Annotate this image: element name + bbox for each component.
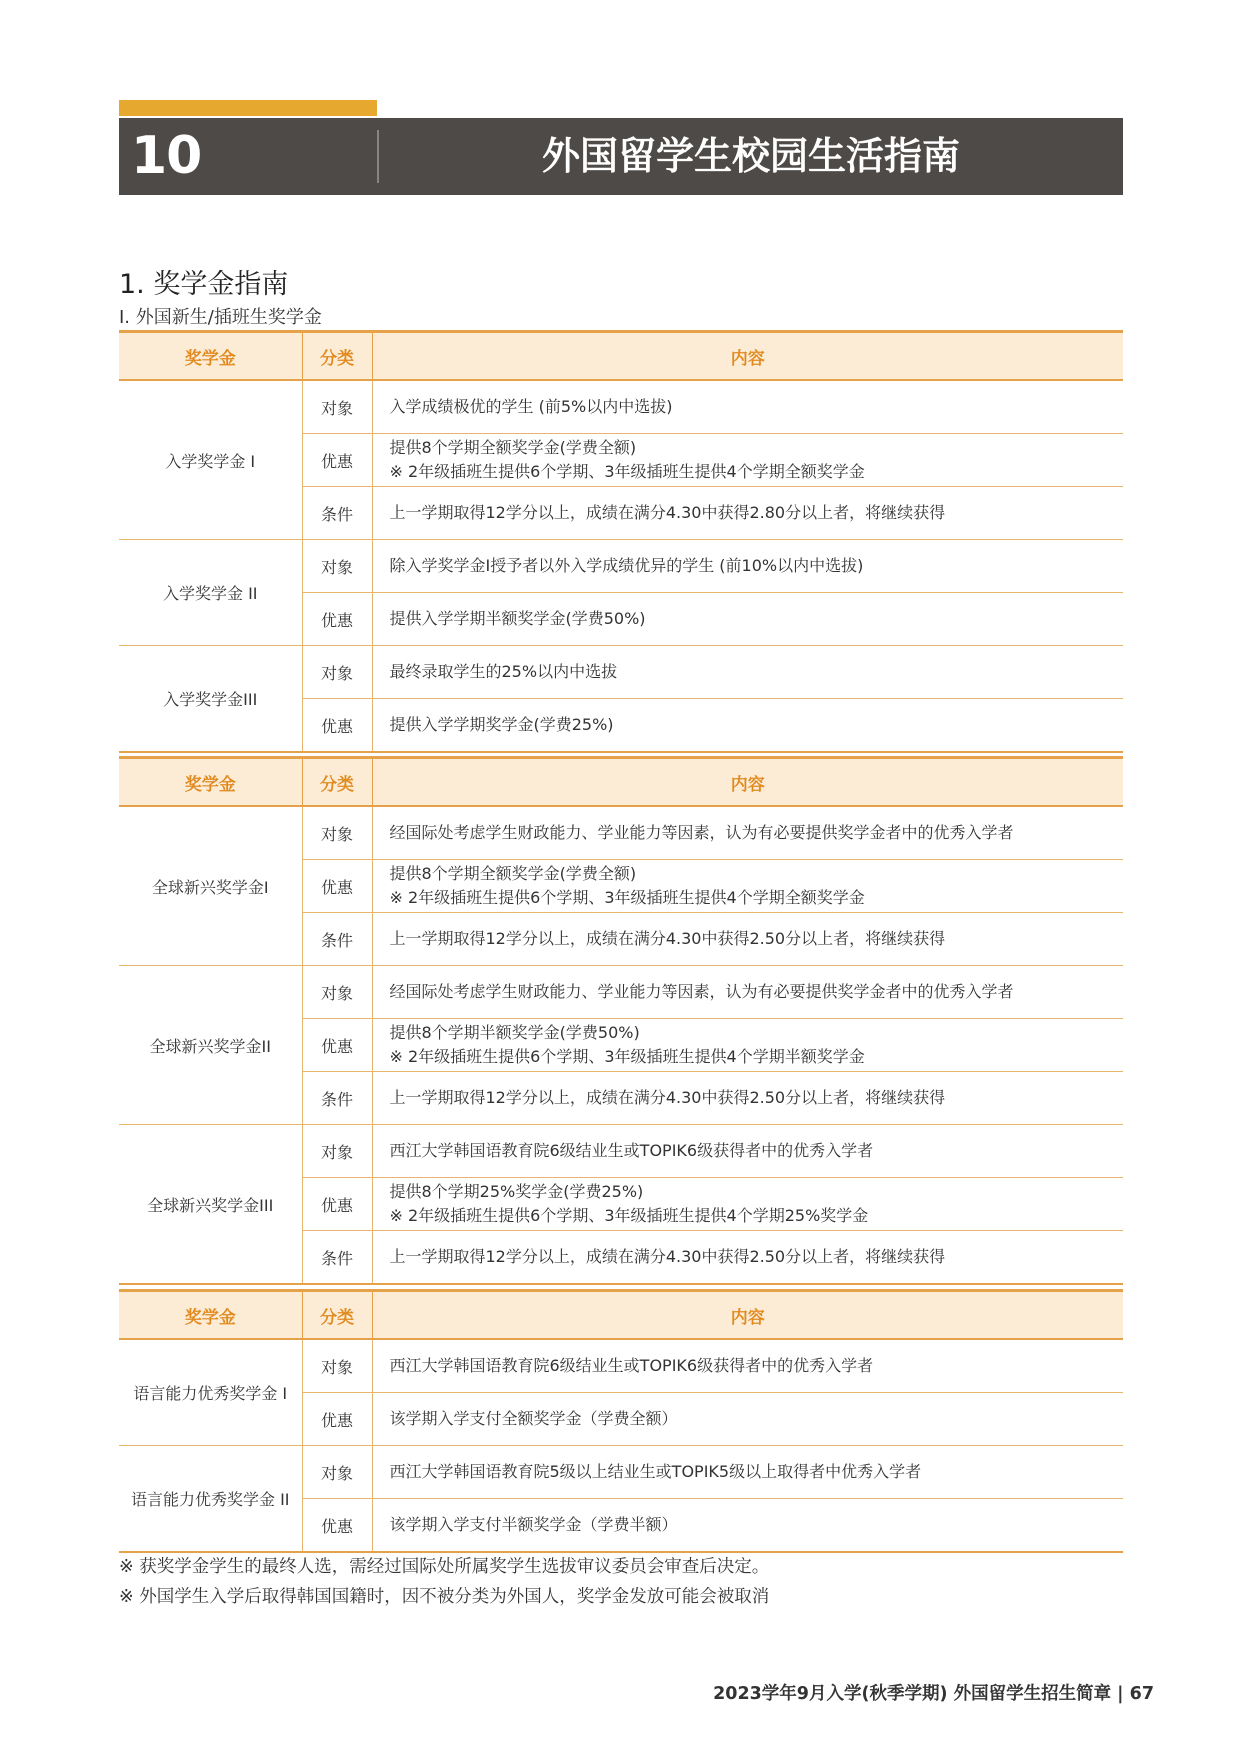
row-category: 对象 [302, 1446, 372, 1499]
row-content [372, 699, 1123, 753]
scholarship-table-language [119, 1289, 1123, 1553]
scholarship-name: 入学奖学金 I [119, 380, 302, 540]
row-content [372, 1231, 1123, 1285]
row-category: 优惠 [302, 1019, 372, 1072]
content-line: 最终录取学生的25%以内中选拔 [389, 662, 618, 681]
note-line: ※ 外国学生入学后取得韩国国籍时，因不被分类为外国人，奖学金发放可能会被取消 [119, 1587, 770, 1607]
content-line: 西江大学韩国语教育院6级结业生或TOPIK6级获得者中的优秀入学者 [389, 1141, 874, 1160]
notes [119, 1552, 769, 1612]
page-footer: 2023学年9月入学(秋季学期) 外国留学生招生简章 | 67 [713, 1684, 1154, 1704]
header-scholarship: 奖学金 [119, 332, 302, 381]
row-category: 对象 [302, 966, 372, 1019]
content-line: 提供8个学期半额奖学金(学费50%) [389, 1023, 640, 1042]
row-content [372, 913, 1123, 966]
row-content [372, 646, 1123, 699]
scholarship-name: 全球新兴奖学金III [119, 1125, 302, 1285]
row-content [372, 380, 1123, 434]
header-content: 内容 [372, 758, 1123, 807]
header-category: 分类 [302, 332, 372, 381]
row-category: 对象 [302, 806, 372, 860]
row-content [372, 1125, 1123, 1178]
scholarship-table-entrance [119, 330, 1123, 753]
section-title: 1. 奖学金指南 [119, 269, 289, 300]
row-category: 条件 [302, 1231, 372, 1285]
row-category: 优惠 [302, 1499, 372, 1553]
row-content [372, 860, 1123, 913]
table-row [119, 1339, 1123, 1393]
row-content [372, 434, 1123, 487]
row-content [372, 487, 1123, 540]
content-line: ※ 2年级插班生提供6个学期、3年级插班生提供4个学期半额奖学金 [389, 1047, 865, 1066]
header-scholarship: 奖学金 [119, 758, 302, 807]
row-category: 对象 [302, 1125, 372, 1178]
header-content: 内容 [372, 332, 1123, 381]
row-content [372, 1072, 1123, 1125]
content-line: ※ 2年级插班生提供6个学期、3年级插班生提供4个学期全额奖学金 [389, 888, 865, 907]
row-content [372, 1446, 1123, 1499]
content-line: ※ 2年级插班生提供6个学期、3年级插班生提供4个学期全额奖学金 [389, 462, 865, 481]
row-category: 对象 [302, 1339, 372, 1393]
row-category: 优惠 [302, 434, 372, 487]
scholarship-name: 语言能力优秀奖学金 I [119, 1339, 302, 1446]
content-line: 提供8个学期全额奖学金(学费全额) [389, 438, 637, 457]
row-content [372, 1178, 1123, 1231]
table-row [119, 1446, 1123, 1499]
table-row [119, 1125, 1123, 1178]
content-line: 西江大学韩国语教育院6级结业生或TOPIK6级获得者中的优秀入学者 [389, 1356, 874, 1375]
content-line: 入学成绩极优的学生 (前5%以内中选拔) [389, 397, 673, 416]
content-line: 提供8个学期全额奖学金(学费全额) [389, 864, 637, 883]
row-content [372, 1339, 1123, 1393]
scholarship-name: 全球新兴奖学金I [119, 806, 302, 966]
table-row [119, 540, 1123, 593]
chapter-header [119, 118, 1123, 195]
header-scholarship: 奖学金 [119, 1291, 302, 1340]
subsection-title: I. 外国新生/插班生奖学金 [119, 307, 322, 328]
row-category: 条件 [302, 913, 372, 966]
content-line: 西江大学韩国语教育院5级以上结业生或TOPIK5级以上取得者中优秀入学者 [389, 1462, 922, 1481]
content-line: 提供入学学期半额奖学金(学费50%) [389, 609, 646, 628]
header-accent-bar [119, 100, 377, 116]
header-category: 分类 [302, 1291, 372, 1340]
row-category: 对象 [302, 646, 372, 699]
scholarship-name: 语言能力优秀奖学金 II [119, 1446, 302, 1553]
scholarship-name: 入学奖学金 II [119, 540, 302, 646]
row-content [372, 1019, 1123, 1072]
row-content [372, 540, 1123, 593]
content-line: 上一学期取得12学分以上，成绩在满分4.30中获得2.50分以上者，将继续获得 [389, 1088, 946, 1107]
row-category: 对象 [302, 540, 372, 593]
table-row [119, 806, 1123, 860]
row-content [372, 966, 1123, 1019]
content-line: 该学期入学支付半额奖学金（学费半额） [389, 1515, 678, 1534]
row-category: 优惠 [302, 1178, 372, 1231]
scholarship-name: 入学奖学金III [119, 646, 302, 753]
content-line: 上一学期取得12学分以上，成绩在满分4.30中获得2.80分以上者，将继续获得 [389, 503, 946, 522]
content-line: 经国际处考虑学生财政能力、学业能力等因素，认为有必要提供奖学金者中的优秀入学者 [389, 982, 1014, 1001]
row-category: 优惠 [302, 699, 372, 753]
scholarship-table-global [119, 756, 1123, 1285]
row-category: 对象 [302, 380, 372, 434]
note-line: ※ 获奖学金学生的最终人选，需经过国际处所属奖学生选拔审议委员会审查后决定。 [119, 1557, 770, 1577]
table-row [119, 380, 1123, 434]
row-category: 条件 [302, 487, 372, 540]
content-line: 上一学期取得12学分以上，成绩在满分4.30中获得2.50分以上者，将继续获得 [389, 1247, 946, 1266]
content-line: 经国际处考虑学生财政能力、学业能力等因素，认为有必要提供奖学金者中的优秀入学者 [389, 823, 1014, 842]
content-line: ※ 2年级插班生提供6个学期、3年级插班生提供4个学期25%奖学金 [389, 1206, 869, 1225]
row-content [372, 593, 1123, 646]
scholarship-name: 全球新兴奖学金II [119, 966, 302, 1125]
content-line: 该学期入学支付全额奖学金（学费全额） [389, 1409, 678, 1428]
row-content [372, 806, 1123, 860]
header-category: 分类 [302, 758, 372, 807]
table-row [119, 646, 1123, 699]
row-category: 优惠 [302, 860, 372, 913]
row-category: 优惠 [302, 593, 372, 646]
row-category: 优惠 [302, 1393, 372, 1446]
content-line: 提供8个学期25%奖学金(学费25%) [389, 1182, 644, 1201]
row-content [372, 1499, 1123, 1553]
chapter-title: 外国留学生校园生活指南 [541, 134, 960, 178]
header-content: 内容 [372, 1291, 1123, 1340]
row-content [372, 1393, 1123, 1446]
row-category: 条件 [302, 1072, 372, 1125]
table-row [119, 966, 1123, 1019]
content-line: 上一学期取得12学分以上，成绩在满分4.30中获得2.50分以上者，将继续获得 [389, 929, 946, 948]
chapter-number: 10 [131, 126, 202, 186]
content-line: 除入学奖学金I授予者以外入学成绩优异的学生 (前10%以内中选拔) [389, 556, 864, 575]
content-line: 提供入学学期奖学金(学费25%) [389, 715, 614, 734]
